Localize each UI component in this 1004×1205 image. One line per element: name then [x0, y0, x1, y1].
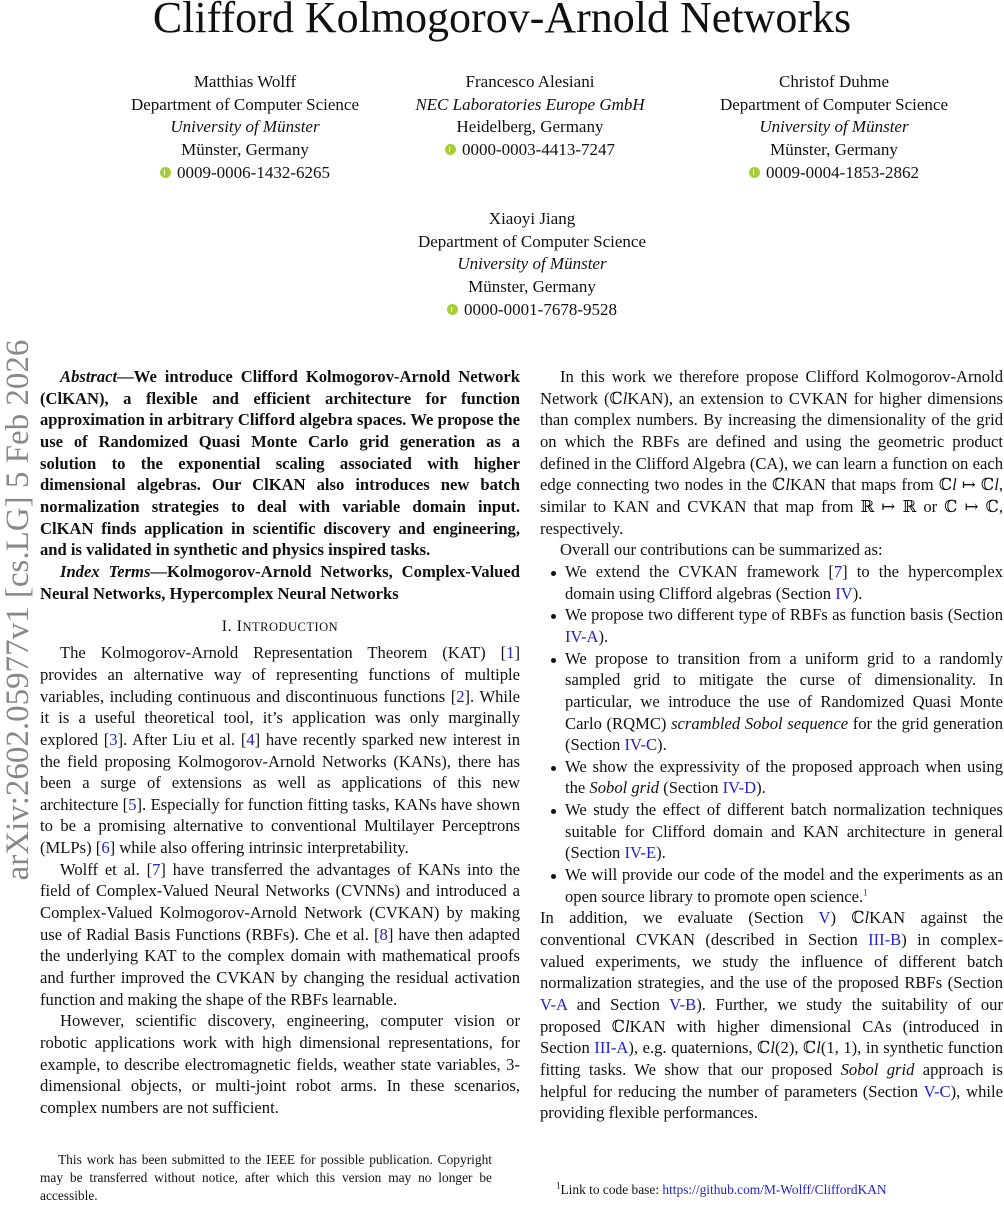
text-run: Overall our contributions can be summarized as: [560, 540, 883, 560]
citation-link[interactable]: 4 [246, 729, 255, 749]
text-run: ] have recently sparked new interest in the field proposing Kolmogorov-Arnold Networks (KANs), there has been a surge of extensions as well as applications of this new architecture [ [40, 729, 520, 814]
text-run: ] to the hypercomplex domain using Clifford algebras (Section [565, 561, 1004, 603]
arxiv-stamp: arXiv:2602.05977v1 [cs.LG] 5 Feb 2026 [0, 339, 36, 881]
orcid-id[interactable]: 0000-0003-4413-7247 [462, 140, 615, 160]
author-location: Münster, Germany [468, 277, 596, 297]
citation-link[interactable]: 7 [152, 859, 161, 879]
author-location: Heidelberg, Germany [456, 117, 604, 137]
abstract-text: —We introduce Clifford Kolmogorov-Arnold Network (ClKAN), a flexible and efficient architecture for function approximation in arbitrary Clifford algebra spaces. We propose the use of Randomized Quasi Monte Carlo grid generation as a solution to the exponential scaling associated with higher dimensional algebras. Our ClKAN also introduces new batch normalization strategies to deal with variable domain input. ClKAN finds application in scientific discovery and engineering, and is validated in synthetic and physics inspired tasks. [40, 367, 520, 560]
text-run: ↦ ℂ [956, 475, 995, 495]
citation-link[interactable]: 2 [456, 686, 465, 706]
text-run: ] have transferred the advantages of KANs into the field of Complex-Valued Neural Networks (CVNNs) and introduced a Complex-Valued Kolmogorov-Arnold Network (CVKAN) by making use of Radial Basis Functions (RBFs). Che et al. [ [40, 859, 521, 944]
text-run: ]. While it is a useful theoretical tool, it’s application was only marginally explored [ [40, 686, 520, 749]
orcid-id[interactable]: 0009-0004-1853-2862 [766, 162, 919, 182]
closing-paragraph [540, 907, 1003, 1124]
text-run: ] have then adapted the underlying KAT to the complex domain with mathematical proofs and further improved the CVKAN by changing the residual activation function and making the shape of the RBFs learnable. [40, 924, 520, 1009]
section-title-initial: I [236, 618, 243, 636]
author-name: Xiaoyi Jiang [488, 209, 576, 228]
text-run: KAN against the conventional CVKAN (described in Section [540, 908, 1003, 950]
citation-link[interactable]: 6 [101, 838, 110, 858]
contribution-item [565, 648, 1003, 756]
text-run: ), while providing flexible performances. [540, 1081, 1003, 1123]
italic-text: Sobol grid [589, 778, 660, 798]
italic-text: l [622, 388, 628, 408]
code-footnote [556, 1181, 887, 1199]
contributions-list [540, 561, 1003, 908]
index-terms [40, 561, 520, 604]
text-run: ), e.g. quaternions, ℂ [628, 1038, 771, 1058]
left-column [40, 366, 520, 1119]
author-block [387, 208, 677, 322]
introduction-text [40, 642, 520, 1118]
text-run: Wolff et al. [ [60, 859, 153, 879]
section-ref-link[interactable]: III-B [868, 930, 902, 950]
footnote-label: Link to code base: [560, 1182, 663, 1197]
author-affiliation: NEC Laboratories Europe GmbH [415, 94, 645, 114]
author-location: Münster, Germany [770, 140, 898, 160]
italic-text: l [816, 1038, 821, 1058]
citation-link[interactable]: 7 [833, 561, 843, 581]
author-block [100, 71, 390, 185]
italic-text: l [864, 908, 870, 928]
section-ref-link[interactable]: V-B [669, 995, 697, 1015]
text-run: , similar to KAN and CVKAN that map from ℝ ↦ ℝ or ℂ ↦ ℂ, respectively. [540, 475, 1003, 538]
author-location: Münster, Germany [181, 140, 309, 160]
text-run: ] provides an alternative way of representing functions of multiple variables, including continuous and discontinuous functions [ [40, 643, 520, 706]
italic-text: l [994, 475, 999, 495]
section-number: I. [221, 618, 233, 636]
text-run: We extend the CVKAN framework [ [565, 561, 834, 581]
text-run: ) ℂ [830, 908, 865, 928]
text-run: ) in complex-valued experiments, we study the influence of different batch normalization strategies, and the use of the proposed RBFs (Section [540, 930, 1003, 993]
text-run: We propose to transition from a uniform grid to a randomly sampled grid to mitigate the curse of dimensionality. In particular, we introduce the use of Randomized Quasi Monte Carlo (RQMC) [565, 648, 1003, 733]
italic-text: l [624, 1016, 630, 1036]
author-department: Department of Computer Science [417, 231, 646, 251]
text-run: KAN that maps from ℂ [789, 475, 953, 495]
orcid-id[interactable]: 0000-0001-7678-9528 [464, 299, 617, 319]
text-run: (Section [659, 778, 723, 798]
text-run: for the grid generation (Section [565, 713, 1003, 755]
paragraph [540, 539, 1003, 561]
italic-text: l [952, 475, 957, 495]
text-run: KAN with higher dimensional CAs (introduced in Section [540, 1016, 1003, 1058]
author-name: Francesco Alesiani [465, 72, 595, 91]
author-block [689, 71, 979, 185]
contribution-item [565, 756, 1003, 799]
text-run: We show the expressivity of the proposed approach when using the [565, 756, 1003, 798]
text-run: We study the effect of different batch normalization techniques suitable for Clifford domain and KAN architecture in general (Section [565, 800, 1003, 863]
index-terms-label: Index Terms [60, 561, 151, 581]
paragraph [540, 366, 1003, 539]
section-ref-link[interactable]: IV-D [722, 778, 757, 798]
right-column [540, 366, 1003, 1124]
author-block [385, 71, 675, 162]
abstract-label: Abstract [60, 367, 118, 386]
orcid-icon [445, 144, 456, 155]
text-run: However, scientific discovery, engineering, computer vision or robotic applications work with high dimensional representations, for example, to describe electromagnetic fields, weather state variables, 3-dimensional objects, or multi-joint robot arms. In these scenarios, complex numbers are not sufficient. [40, 1011, 520, 1117]
citation-link[interactable]: 5 [128, 794, 137, 814]
section-ref-link[interactable]: V [818, 908, 831, 928]
right-intro-text [540, 366, 1003, 561]
author-affiliation: University of Münster [170, 117, 320, 137]
author-department: Department of Computer Science [719, 94, 948, 114]
text-run: The Kolmogorov-Arnold Representation Theorem (KAT) [ [60, 643, 507, 663]
italic-text: l [785, 475, 790, 495]
ieee-notice-footnote: This work has been submitted to the IEEE for possible publication. Copyright may be transferred without notice, after which this version may no longer be accessible. [40, 1152, 492, 1203]
code-link[interactable]: https://github.com/M-Wolff/CliffordKAN [662, 1182, 887, 1197]
section-ref-link[interactable]: IV-E [624, 843, 657, 863]
footnote-ref-link[interactable]: 1 [863, 887, 868, 898]
section-ref-link[interactable]: IV [835, 583, 853, 603]
author-orcid[interactable] [385, 139, 675, 162]
text-run: ]. Especially for function fitting tasks, KANs have shown to be a promising alternative to conventional Multilayer Perceptrons (MLPs) [ [40, 794, 520, 858]
citation-link[interactable]: 8 [379, 924, 388, 944]
contribution-item [565, 561, 1003, 604]
orcid-id[interactable]: 0009-0006-1432-6265 [177, 162, 330, 182]
text-run: ). [657, 735, 667, 755]
paper-title: Clifford Kolmogorov-Arnold Networks [152, 0, 852, 42]
text-run: ). [852, 583, 863, 603]
text-run: ). [656, 843, 666, 863]
footnote-mark: 1 [556, 1180, 561, 1191]
italic-text: scrambled Sobol sequence [671, 713, 849, 733]
orcid-icon [749, 167, 760, 178]
italic-text: l [770, 1038, 775, 1058]
paragraph [40, 1010, 520, 1118]
section-ref-link[interactable]: V-A [540, 995, 568, 1015]
text-run: ]. After Liu et al. [ [117, 729, 247, 749]
author-name: Christof Duhme [778, 72, 890, 91]
text-run: We propose two different type of RBFs as function basis (Section [565, 605, 1003, 625]
author-department: Department of Computer Science [130, 94, 359, 114]
paragraph [40, 859, 520, 1011]
text-run: In addition, we evaluate (Section [540, 908, 819, 928]
author-orcid[interactable] [387, 299, 677, 322]
author-affiliation: University of Münster [759, 117, 909, 137]
text-run: approach is helpful for reducing the number of parameters (Section [540, 1060, 1003, 1101]
section-ref-link[interactable]: III-A [594, 1038, 629, 1058]
text-run: ). Further, we study the suitability of our proposed ℂ [540, 995, 1003, 1036]
section-heading [40, 616, 520, 638]
text-run: (2), ℂ [775, 1038, 817, 1058]
section-ref-link[interactable]: IV-C [624, 735, 658, 755]
text-run: In this work we therefore propose Clifford Kolmogorov-Arnold Network (ℂ [540, 367, 1003, 408]
contribution-item [565, 604, 1003, 647]
orcid-icon [160, 167, 171, 178]
author-name: Matthias Wolff [193, 72, 297, 91]
italic-text: Sobol grid [840, 1060, 915, 1079]
text-run: ). [598, 626, 609, 646]
index-terms-text: —Kolmogorov-Arnold Networks, Complex-Valued Neural Networks, Hypercomplex Neural Networks [40, 561, 521, 603]
section-ref-link[interactable]: IV-A [565, 626, 599, 646]
text-run: and Section [567, 995, 670, 1015]
text-run: KAN), an extension to CVKAN for higher dimensions than complex numbers. By increasing the dimensionality of the grid on which the RBFs are defined and using the geometric product defined in the Clifford Algebra (CA), we can learn a function on each edge connecting two nodes in the ℂ [540, 388, 1003, 495]
text-run: ] while also offering intrinsic interpretability. [109, 838, 409, 858]
author-orcid[interactable] [689, 162, 979, 185]
contribution-item [565, 799, 1003, 864]
paragraph [40, 642, 520, 859]
text-run: (1, 1), in synthetic function fitting tasks. We show that our proposed [540, 1038, 1004, 1079]
text-run: ). [756, 778, 766, 798]
orcid-icon [447, 304, 458, 315]
contribution-item [565, 864, 1003, 907]
author-affiliation: University of Münster [457, 254, 607, 274]
author-orcid[interactable] [100, 162, 390, 185]
section-title-rest: NTRODUCTION [242, 620, 339, 635]
citation-link[interactable]: 1 [506, 643, 515, 663]
section-ref-link[interactable]: V-C [923, 1081, 951, 1101]
citation-link[interactable]: 3 [109, 729, 118, 749]
text-run: We will provide our code of the model and the experiments as an open source library to promote open science. [565, 865, 1003, 906]
abstract [40, 366, 520, 561]
